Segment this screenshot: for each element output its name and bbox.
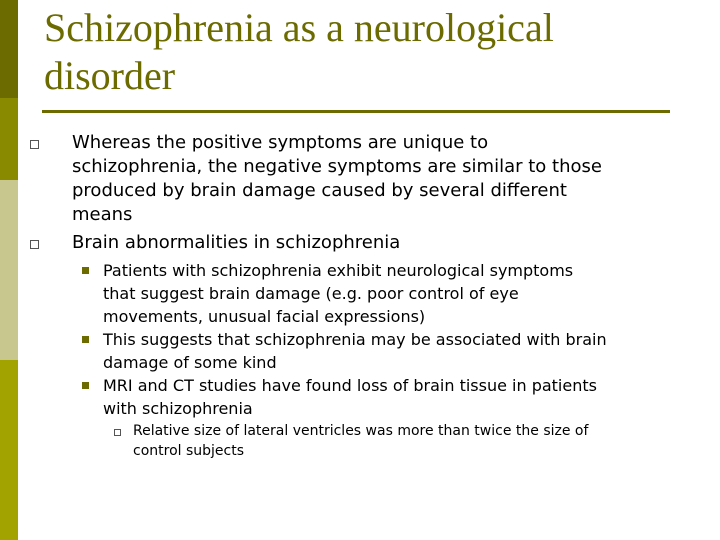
hollow-square-bullet-icon xyxy=(30,140,39,149)
bullet-text-line: schizophrenia, the negative symptoms are similar to those xyxy=(72,156,602,177)
hollow-square-bullet-icon xyxy=(114,429,121,436)
solid-square-bullet-icon xyxy=(82,336,89,343)
hollow-square-bullet-icon xyxy=(30,240,39,249)
bullet-text-line: Whereas the positive symptoms are unique to xyxy=(72,132,489,153)
sub-sub-bullet-item xyxy=(133,422,588,461)
bullet-item xyxy=(72,231,400,255)
sub-bullet-item xyxy=(103,259,573,328)
title-line: disorder xyxy=(44,53,176,98)
bullet-text-line: control subjects xyxy=(133,442,245,459)
bullet-text-line: MRI and CT studies have found loss of brain tissue in patients xyxy=(103,376,597,395)
bullet-text-line: movements, unusual facial expressions) xyxy=(103,307,426,326)
sub-bullet-item xyxy=(103,374,597,420)
solid-square-bullet-icon xyxy=(82,267,89,274)
bullet-item xyxy=(72,131,602,227)
bullet-text-line: Brain abnormalities in schizophrenia xyxy=(72,232,401,253)
bullet-text-line: Patients with schizophrenia exhibit neurological symptoms xyxy=(103,261,574,280)
solid-square-bullet-icon xyxy=(82,382,89,389)
bullet-text-line: This suggests that schizophrenia may be associated with brain xyxy=(103,330,607,349)
title-line: Schizophrenia as a neurological xyxy=(44,5,554,50)
bullet-text-line: that suggest brain damage (e.g. poor control of eye xyxy=(103,284,519,303)
bullet-text-line: damage of some kind xyxy=(103,353,277,372)
bullet-text-line: means xyxy=(72,204,133,225)
bullet-text-line: produced by brain damage caused by several different xyxy=(72,180,567,201)
bullet-text-line: Relative size of lateral ventricles was more than twice the size of xyxy=(133,423,589,439)
sub-bullet-item xyxy=(103,328,607,374)
bullet-text-line: with schizophrenia xyxy=(103,399,253,418)
